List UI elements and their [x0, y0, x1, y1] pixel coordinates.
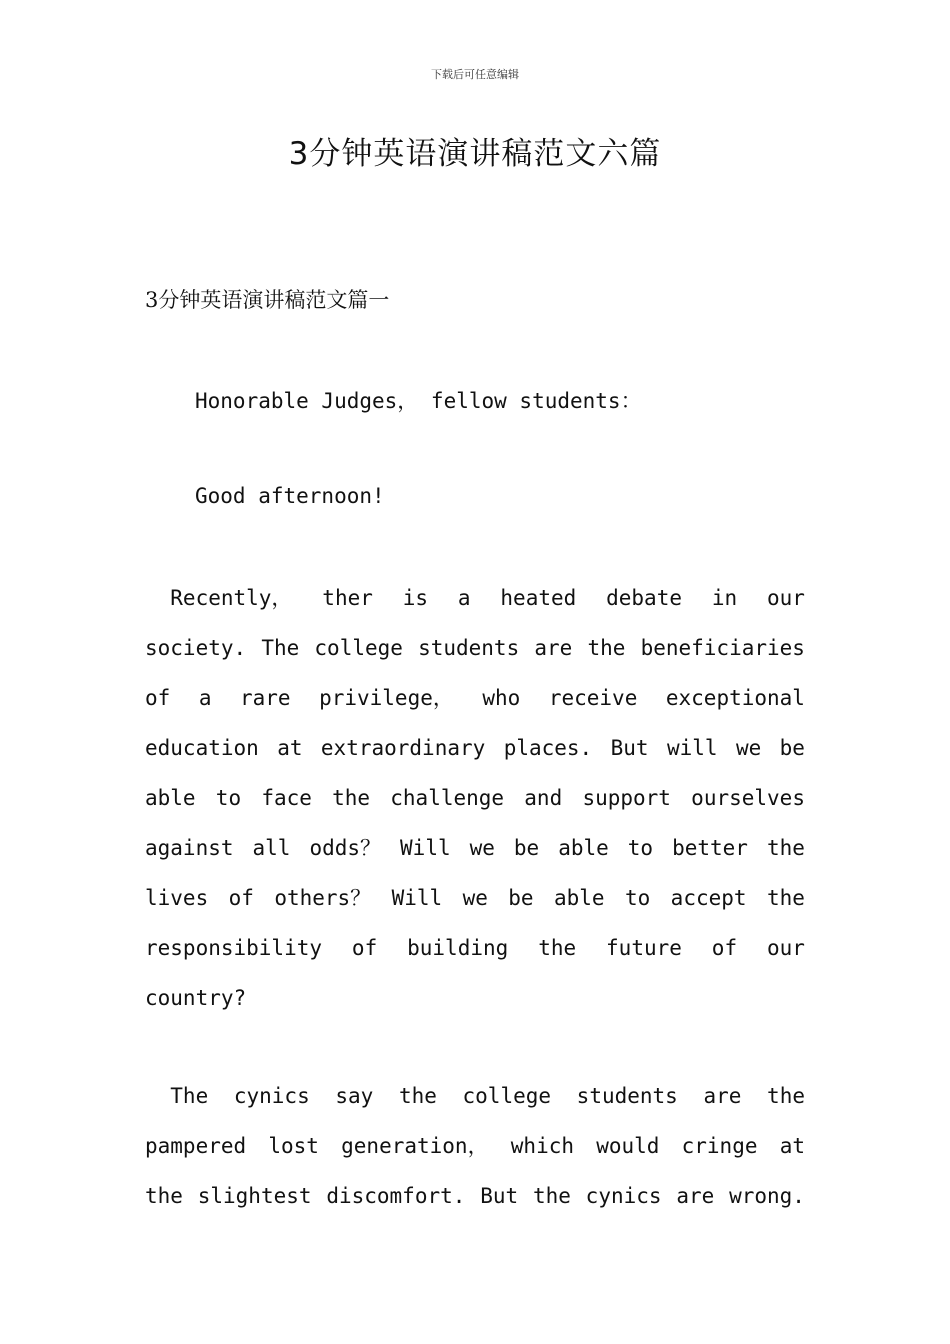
word: rare [239, 686, 291, 710]
paragraph-line [145, 884, 805, 934]
paragraph-line [145, 684, 805, 734]
word: Recently， [145, 586, 293, 610]
word: pampered [145, 1134, 247, 1158]
word: are [676, 1184, 715, 1208]
word: ourselves [691, 786, 805, 810]
word: all [252, 836, 291, 860]
word: accept [670, 886, 747, 910]
word: at [779, 1134, 805, 1158]
word: to [624, 886, 651, 910]
word: generation， [341, 1134, 489, 1158]
word: the [767, 1084, 805, 1108]
word: responsibility [145, 936, 323, 960]
word: building [407, 936, 509, 960]
word: the [587, 636, 626, 660]
word: a [198, 686, 212, 710]
paragraph-line [145, 984, 805, 1034]
word: receive [548, 686, 638, 710]
paragraph-line [145, 734, 805, 784]
word: be [513, 836, 540, 860]
word: we [735, 736, 762, 760]
paragraph-2 [145, 1082, 805, 1232]
word: But [480, 1184, 519, 1208]
word: face [261, 786, 312, 810]
word: The [145, 1084, 209, 1108]
word: the [332, 786, 371, 810]
word: to [627, 836, 654, 860]
word: our [767, 936, 805, 960]
word: college [314, 636, 403, 660]
word: say [335, 1084, 374, 1108]
word: But [610, 736, 649, 760]
word: of [145, 686, 171, 710]
word: be [508, 886, 534, 910]
word: able [558, 836, 609, 860]
word: support [582, 786, 671, 810]
word: our [767, 586, 805, 610]
word: be [779, 736, 805, 760]
word: the [766, 886, 805, 910]
word: Will [400, 836, 451, 860]
word: a [457, 586, 471, 610]
paragraph-line [145, 1132, 805, 1182]
paragraph-line [145, 1082, 805, 1132]
word: beneficiaries [640, 636, 805, 660]
paragraph-1 [145, 584, 805, 1034]
paragraph-line [145, 584, 805, 634]
word: the [766, 836, 805, 860]
word: future [606, 936, 682, 960]
word: the [398, 1084, 437, 1108]
word: education [145, 736, 259, 760]
word: cringe [681, 1134, 758, 1158]
word: cynics [233, 1084, 310, 1108]
word: the [532, 1184, 571, 1208]
paragraph-line [145, 784, 805, 834]
word: others？ [274, 886, 372, 910]
word: cynics [585, 1184, 662, 1208]
word: heated [500, 586, 577, 610]
word: students [576, 1084, 678, 1108]
word: will [666, 736, 718, 760]
word: society. [145, 636, 247, 660]
word: against [145, 836, 234, 860]
salutation-line: Honorable Judges， fellow students： [195, 389, 642, 413]
word: is [402, 586, 429, 610]
word: are [703, 1084, 742, 1108]
word: better [672, 836, 748, 860]
word: lost [268, 1134, 319, 1158]
document-title: 3分钟英语演讲稿范文六篇 [288, 136, 662, 172]
word: odds？ [309, 836, 382, 860]
paragraph-line [145, 934, 805, 984]
word: are [534, 636, 573, 660]
word: able [553, 886, 605, 910]
word: who [482, 686, 521, 710]
word: places. [503, 736, 593, 760]
header-note: 下载后可任意编辑 [431, 68, 519, 81]
word: in [711, 586, 738, 610]
word: lives [145, 886, 209, 910]
word: the [145, 1184, 183, 1208]
paragraph-line [145, 634, 805, 684]
paragraph-line [145, 834, 805, 884]
word: discomfort. [326, 1184, 466, 1208]
word: extraordinary [320, 736, 486, 760]
word: at [277, 736, 303, 760]
word: wrong. [729, 1184, 805, 1208]
section-heading: 3分钟英语演讲稿范文篇一 [145, 288, 390, 312]
word: which [510, 1134, 574, 1158]
word: of [351, 936, 378, 960]
word: students [418, 636, 520, 660]
word: The [261, 636, 300, 660]
word: slightest [197, 1184, 312, 1208]
word: debate [606, 586, 682, 610]
word: college [462, 1084, 552, 1108]
greeting-line: Good afternoon! [195, 484, 385, 508]
word: we [469, 836, 495, 860]
word: of [711, 936, 738, 960]
word: challenge [390, 786, 505, 810]
word: would [596, 1134, 660, 1158]
word: of [228, 886, 254, 910]
word: we [462, 886, 488, 910]
word: country? [145, 986, 247, 1010]
word: Will [391, 886, 443, 910]
word: exceptional [665, 686, 805, 710]
word: to [215, 786, 242, 810]
paragraph-line [145, 1182, 805, 1232]
word: privilege， [319, 686, 454, 710]
word: ther [322, 586, 373, 610]
word: the [538, 936, 577, 960]
word: able [145, 786, 196, 810]
word: and [524, 786, 563, 810]
